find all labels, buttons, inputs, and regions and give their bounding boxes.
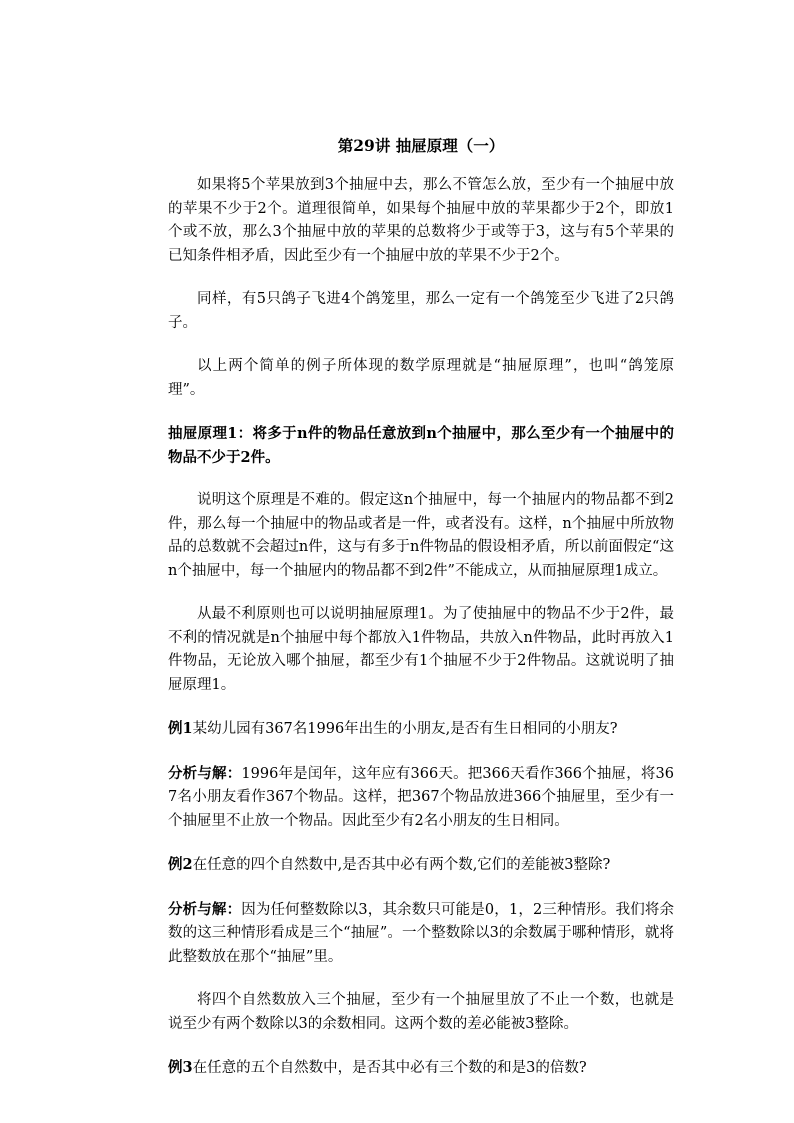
example-1 (168, 717, 674, 742)
example-2-conclusion: 将四个自然数放入三个抽屉，至少有一个抽屉里放了不止一个数，也就是说至少有两个数除以3的余数相同。这两个数的差必能被3整除。 (168, 992, 674, 1032)
analysis-2-lead: 分析与解： (168, 900, 242, 918)
intro-paragraph: 如果将5个苹果放到3个抽屉中去，那么不管怎么放，至少有一个抽屉中放的苹果不少于2个。道理很简单，如果每个抽屉中放的苹果都少于2个，即放1个或不放，那么3个抽屉中放的苹果的总数将少于或等于3，这与有5个苹果的已知条件相矛盾，因此至少有一个抽屉中放的苹果不少于2个。 (168, 177, 674, 264)
analysis-2 (168, 898, 674, 970)
example-1-text: 某幼儿园有367名1996年出生的小朋友,是否有生日相同的小朋友? (192, 721, 618, 737)
document-page (168, 136, 674, 1101)
analysis-1-text: 1996年是闰年，这年应有366天。把366天看作366个抽屉，将367名小朋友看作367个物品。这样，把367个物品放进366个抽屉里，至少有一个抽屉里不止放一个物品。因此至少有2名小朋友的生日相同。 (168, 765, 674, 829)
example-2-text: 在任意的四个自然数中,是否其中必有两个数,它们的差能被3整除? (192, 857, 611, 873)
example-3-text: 在任意的五个自然数中，是否其中必有三个数的和是3的倍数? (192, 1060, 587, 1076)
example-3-lead: 例3 (168, 1059, 193, 1076)
example-2-lead: 例2 (168, 856, 193, 873)
pigeon-paragraph: 同样，有5只鸽子飞进4个鸽笼里，那么一定有一个鸽笼至少飞进了2只鸽子。 (168, 291, 674, 331)
analysis-2-text: 因为任何整数除以3，其余数只可能是0，1，2三种情形。我们将余数的这三种情形看成是三个“抽屉”。一个整数除以3的余数属于哪种情形，就将此整数放在那个“抽屉”里。 (168, 901, 674, 965)
page-title: 第29讲 抽屉原理（一） (337, 136, 505, 155)
principle-1-statement: 抽屉原理1：将多于n件的物品任意放到n个抽屉中，那么至少有一个抽屉中的物品不少于2件。 (168, 425, 674, 466)
example-3 (168, 1056, 674, 1081)
proof-paragraph: 说明这个原理是不难的。假定这n个抽屉中，每一个抽屉内的物品都不到2件，那么每一个抽屉中的物品或者是一件，或者没有。这样，n个抽屉中所放物品的总数就不会超过n件，这与有多于n件物品的假设相矛盾，所以前面假定“这n个抽屉中，每一个抽屉内的物品都不到2件”不能成立，从而抽屉原理1成立。 (168, 492, 674, 579)
analysis-1-lead: 分析与解： (168, 764, 242, 782)
analysis-1 (168, 762, 674, 834)
example-2 (168, 853, 674, 878)
example-1-lead: 例1 (168, 720, 193, 737)
least-favorable-paragraph: 从最不利原则也可以说明抽屉原理1。为了使抽屉中的物品不少于2件，最不利的情况就是n个抽屉中每个都放入1件物品，共放入n件物品，此时再放入1件物品，无论放入哪个抽屉，都至少有1个抽屉不少于2件物品。这就说明了抽屉原理1。 (168, 606, 674, 693)
principle-intro-paragraph: 以上两个简单的例子所体现的数学原理就是“抽屉原理”，也叫“鸽笼原理”。 (168, 358, 674, 398)
